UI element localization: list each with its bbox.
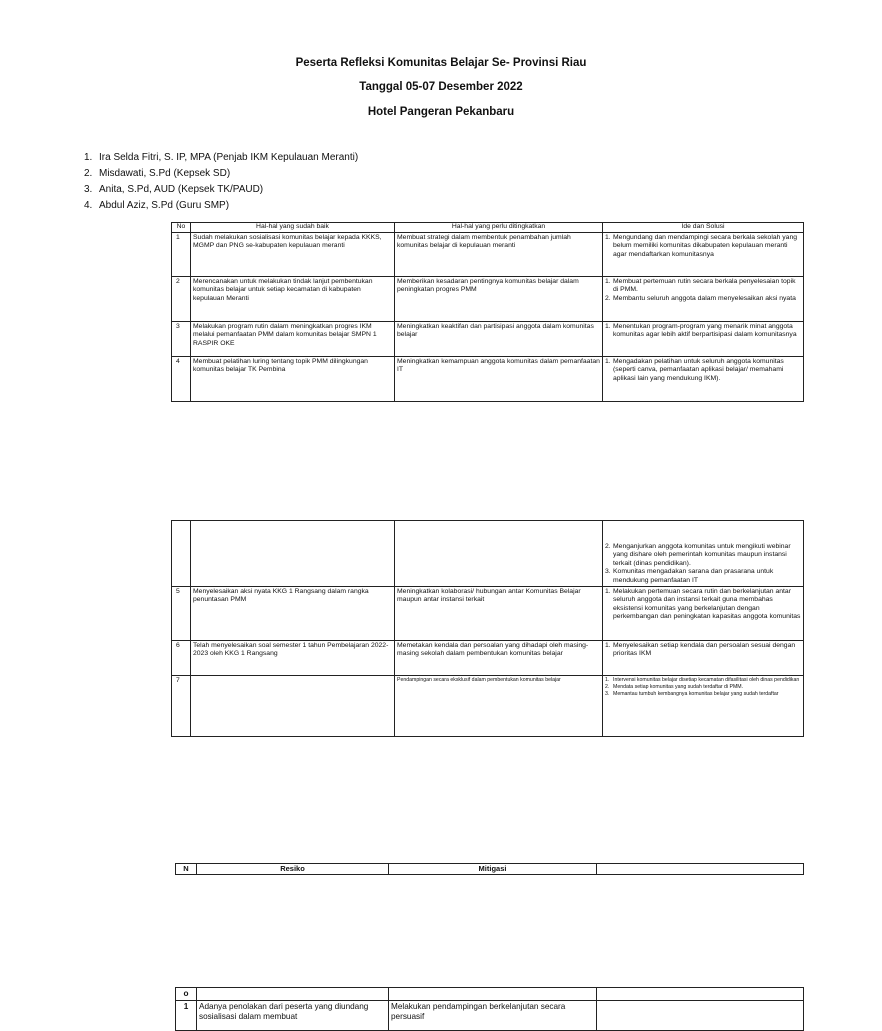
header-mitigation: Mitigasi xyxy=(389,864,597,875)
header-no: N xyxy=(176,864,197,875)
header-good: Hal-hal yang sudah baik xyxy=(191,223,395,233)
table-row: 7 Pendampingan secara eksklusif dalam pembentukan komunitas belajar 1. Intervensi komunitas belajar disetiap kecamatan difasilitasi oleh dinas pendidikan 2. Mendata setiap komunitas yang sudah terdaftar di PMM. 3. Memantau tumbuh kembangnya komunitas belajar yang sudah terdaftar xyxy=(172,676,804,737)
table-row: 4 Membuat pelatihan luring tentang topik PMM dilingkungan komunitas belajar TK Pembina Meningkatkan kemampuan anggota komunitas dalam pemanfaatan IT 1. Mengadakan pelatihan untuk seluruh anggota komunitas (seperti canva, pemanfaatan aplikasi belajar/ memahami aplikasi lain yang mendukung IKM). xyxy=(172,357,804,402)
header-ideas: Ide dan Solusi xyxy=(603,223,804,233)
risk-table xyxy=(175,863,804,875)
table-row: 3 Melakukan program rutin dalam meningkatkan progres IKM melalui pemanfaatan PMM dalam komunitas belajar SMPN 1 RASPIR OKE Meningkatkan keaktifan dan partisipasi anggota dalam komunitas belajar 1. Menentukan program-program yang menarik minat anggota komunitas agar lebih aktif berpartisipasi dalam komunitasnya xyxy=(172,322,804,357)
document-date: Tanggal 05-07 Desember 2022 xyxy=(359,81,523,93)
table-row: 6 Telah menyelesaikan soal semester 1 tahun Pembelajaran 2022-2023 oleh KKG 1 Rangsang Memetakan kendala dan persoalan yang dihadapi oleh masing-masing sekolah dalam pembentukan komunitas belajar 1. Menyelesaikan setiap kendala dan persoalan sesuai dengan prioritas IKM xyxy=(172,641,804,676)
header-improve: Hal-hal yang perlu ditingkatkan xyxy=(395,223,603,233)
member-item: 4. Abdul Aziz, S.Pd (Guru SMP) xyxy=(84,200,230,211)
header-no: No xyxy=(172,223,191,233)
member-item: 3. Anita, S.Pd, AUD (Kepsek TK/PAUD) xyxy=(84,184,264,195)
member-list xyxy=(84,150,358,214)
table-row: 2 Merencanakan untuk melakukan tindak lanjut pembentukan komunitas belajar untuk setiap kecamatan di kabupaten kepulauan Meranti Memberikan kesadaran pentingnya komunitas belajar dalam peningkatan progres PMM 1. Membuat pertemuan rutin secara berkala penyelesaian topik di PMM. 2. Membantu seluruh anggota dalam menyelesaikan aksi nyata xyxy=(172,277,804,322)
member-item: 2. Misdawati, S.Pd (Kepsek SD) xyxy=(84,168,231,179)
reflection-table xyxy=(171,222,804,402)
header-extra xyxy=(597,864,804,875)
member-item: 1. Ira Selda Fitri, S. IP, MPA (Penjab IKM Kepulauan Meranti) xyxy=(84,152,359,163)
header-risk: Resiko xyxy=(197,864,389,875)
table-header-row xyxy=(172,223,804,233)
risk-table-continued xyxy=(175,987,804,1031)
table-header-row xyxy=(176,864,804,875)
table-row: 1 Adanya penolakan dari peserta yang diundang sosialisasi dalam membuat Melakukan pendampingan berkelanjutan secara persuasif xyxy=(176,1001,804,1031)
reflection-table-continued xyxy=(171,520,804,737)
document-title: Peserta Refleksi Komunitas Belajar Se- Provinsi Riau xyxy=(295,57,587,69)
table-row: 1 Sudah melakukan sosialisasi komunitas belajar kepada KKKS, MGMP dan PNG se-kabupaten kepulauan meranti Membuat strategi dalam membentuk penambahan jumlah komunitas belajar di kepulauan meranti 1. Mengundang dan mendampingi secara berkala sekolah yang belum memiliki komunitas dikabupaten kepulauan meranti agar mendaftarkan komunitasnya xyxy=(172,233,804,277)
document-venue: Hotel Pangeran Pekanbaru xyxy=(367,106,515,118)
table-row: 2. Menganjurkan anggota komunitas untuk mengikuti webinar yang dishare oleh pemerintah komunitas maupun instansi terkait (dinas pendidikan). 3. Komunitas mengadakan sarana dan prasarana untuk mendukung pemanfaatan IT xyxy=(172,521,804,587)
table-header-row: o xyxy=(176,988,804,1001)
table-row: 5 Menyelesaikan aksi nyata KKG 1 Rangsang dalam rangka penuntasan PMM Meningkatkan kolaborasi/ hubungan antar Komunitas Belajar maupun antar instansi terkait 1. Melakukan pertemuan secara rutin dan berkelanjutan antar seluruh anggota dan instansi terkait guna membahas eksistensi komunitas yang berkelanjutan dengan perkembangan dan peningkatan kapasitas anggota komunitas xyxy=(172,587,804,641)
